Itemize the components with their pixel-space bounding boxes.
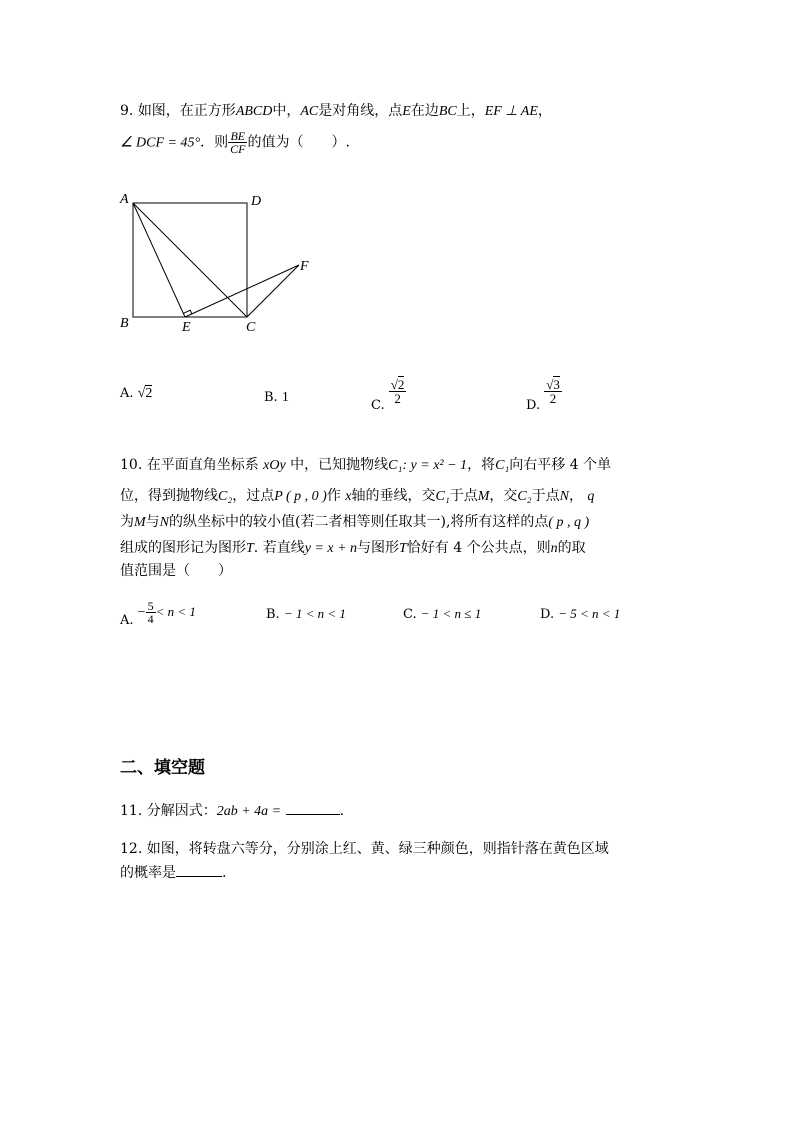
- q10-n: n: [550, 541, 558, 556]
- q10-point-m: M: [477, 489, 490, 504]
- q10-coord-system: xOy: [263, 458, 286, 473]
- q11-number: 11.: [120, 803, 143, 819]
- q10-line-2: [120, 485, 700, 505]
- q9-line-2: [120, 130, 700, 155]
- q10-text: ，: [568, 488, 583, 504]
- q10-text: 恰好有 4 个公共点，则: [406, 540, 551, 556]
- q9-text: 中，: [272, 103, 301, 119]
- q10-text: 于点: [531, 488, 560, 504]
- fraction-num: √3: [546, 377, 560, 392]
- q10-text: ，交: [489, 488, 518, 504]
- fraction-num: 5: [147, 599, 154, 613]
- q10-parabola-c1-def: C₁: y = x² − 1: [388, 458, 468, 473]
- q9-angle: ∠ DCF = 45°: [120, 135, 201, 151]
- option-value: − 1 < n ≤ 1: [420, 606, 482, 621]
- q10-point-pq: ( p , q ): [548, 515, 590, 530]
- q9-option-c[interactable]: [371, 378, 406, 413]
- q9-fraction-den: CF: [230, 142, 246, 156]
- sqrt-radicand: 3: [553, 377, 560, 392]
- q10-text: ，过点: [232, 488, 275, 504]
- option-value: 1: [281, 390, 289, 405]
- sqrt-radicand: 2: [397, 377, 405, 392]
- section-title: 二、填空题: [120, 758, 205, 778]
- q12-number: 12.: [120, 841, 143, 857]
- label-e: E: [182, 320, 191, 335]
- q9-option-a[interactable]: [120, 386, 152, 402]
- q10-c2: C₂: [517, 489, 532, 504]
- q9-perpendicular: EF ⊥ AE: [484, 104, 538, 119]
- q9-fraction: [228, 130, 247, 155]
- fraction-den: 2: [549, 391, 557, 406]
- q9-side-bc: BC: [438, 104, 457, 119]
- sqrt-radicand: 2: [145, 386, 153, 401]
- fraction-num: √2: [390, 377, 405, 392]
- q10-text: 的纵坐标中的较小值(若二者相等则任取其一),将所有这样的点: [169, 514, 549, 530]
- fraction-den: 2: [394, 391, 401, 406]
- q11-answer-blank[interactable]: [286, 814, 340, 815]
- q12-end: .: [222, 865, 227, 881]
- q10-option-d[interactable]: [540, 606, 620, 622]
- q9-text: 如图，在正方形: [137, 103, 236, 119]
- label-d: D: [251, 194, 262, 209]
- option-minus: −: [137, 605, 146, 620]
- q10-c2: C₂: [218, 489, 233, 504]
- q10-text: ，将: [467, 457, 496, 473]
- option-label: B.: [266, 607, 280, 622]
- diagonal-ac: [133, 203, 247, 317]
- label-f: F: [300, 259, 309, 274]
- label-c: C: [246, 320, 256, 335]
- q9-number: 9.: [120, 103, 134, 119]
- q9-text: ．则: [200, 134, 229, 151]
- q10-text: 组成的图形记为图形: [120, 540, 246, 556]
- q10-point-m: M: [134, 515, 146, 530]
- q10-text: 作: [326, 488, 341, 504]
- segment-cf: [247, 265, 299, 317]
- label-a: A: [120, 192, 129, 207]
- q10-text: 在平面直角坐标系: [146, 457, 259, 473]
- option-value: − 5 < n < 1: [558, 606, 621, 621]
- q10-line-3: [120, 511, 700, 531]
- q10-c1: C₁: [435, 489, 450, 504]
- option-label: A.: [120, 386, 134, 401]
- q10-figure-t: T: [399, 541, 407, 556]
- q9-square-name: ABCD: [235, 104, 273, 119]
- q10-text: 中，已知抛物线: [290, 457, 389, 473]
- q10-number: 10.: [120, 457, 143, 473]
- q10-point-n: N: [559, 489, 569, 504]
- q10-text: 与图形: [357, 540, 400, 556]
- option-fraction: [389, 378, 407, 405]
- q10-option-a[interactable]: [120, 600, 196, 628]
- option-label: B.: [264, 390, 278, 405]
- option-value: − 1 < n < 1: [283, 606, 346, 621]
- q10-text: 值范围是（ ）: [120, 563, 232, 579]
- q10-line-5: [120, 560, 700, 580]
- q11-end: .: [339, 803, 345, 819]
- option-label: C.: [371, 398, 385, 413]
- q9-line-1: [120, 100, 700, 120]
- q9-text: 的值为（ ）.: [247, 134, 350, 151]
- segment-ae: [133, 203, 185, 317]
- q10-point-p: P ( p , 0 ): [274, 489, 327, 504]
- q10-q: q: [587, 489, 595, 504]
- q9-text: ，: [537, 103, 552, 119]
- q11-expression: 2ab + 4a =: [216, 804, 282, 819]
- q10-line-equation: y = x + n: [304, 541, 358, 556]
- q9-text: 是对角线，点: [318, 103, 403, 119]
- sqrt: √2: [137, 386, 153, 401]
- q10-point-n: N: [159, 515, 170, 530]
- q9-figure: [110, 185, 330, 340]
- q10-line-1: [120, 454, 700, 474]
- q12-line-2: [120, 862, 700, 882]
- q10-option-b[interactable]: [266, 606, 346, 622]
- q10-text: 轴的垂线，交: [351, 488, 436, 504]
- q9-option-d[interactable]: [526, 378, 562, 413]
- q10-x: x: [345, 489, 352, 504]
- q10-text: 与: [145, 514, 160, 530]
- q12-text: 的概率是: [120, 865, 176, 881]
- option-fraction: [544, 378, 562, 405]
- right-angle-mark: [183, 310, 192, 314]
- option-value: < n < 1: [155, 604, 196, 619]
- q12-line-1: [120, 838, 700, 858]
- q10-text: . 若直线: [253, 540, 305, 556]
- q12-answer-blank[interactable]: [176, 876, 222, 877]
- option-label: A.: [120, 613, 134, 628]
- q9-point-e: E: [402, 104, 411, 119]
- label-b: B: [120, 316, 129, 331]
- q9-diagonal: AC: [300, 104, 319, 119]
- q12-text: 如图，将转盘六等分，分别涂上红、黄、绿三种颜色，则指针落在黄色区域: [146, 841, 609, 857]
- q10-line-4: [120, 537, 700, 557]
- q9-text: 上，: [456, 103, 485, 119]
- q10-text: 的取: [557, 540, 586, 556]
- option-label: C.: [403, 607, 417, 622]
- option-fraction: [146, 600, 156, 625]
- fraction-den: 4: [147, 612, 154, 626]
- q10-option-c[interactable]: [403, 606, 481, 622]
- q11-text: 分解因式：: [146, 803, 217, 819]
- q10-text: 向右平移 4 个单: [509, 457, 612, 473]
- q9-option-b[interactable]: [264, 390, 289, 406]
- q9-text: 在边: [410, 103, 439, 119]
- q10-figure-t: T: [246, 541, 254, 556]
- q11-line: [120, 800, 700, 820]
- q10-text: 于点: [449, 488, 478, 504]
- q10-text: 位，得到抛物线: [120, 488, 218, 504]
- option-label: D.: [540, 607, 555, 622]
- option-label: D.: [526, 398, 541, 413]
- q10-c1: C₁: [495, 458, 510, 473]
- q9-fraction-num: BE: [228, 130, 247, 143]
- q10-text: 为: [120, 514, 134, 530]
